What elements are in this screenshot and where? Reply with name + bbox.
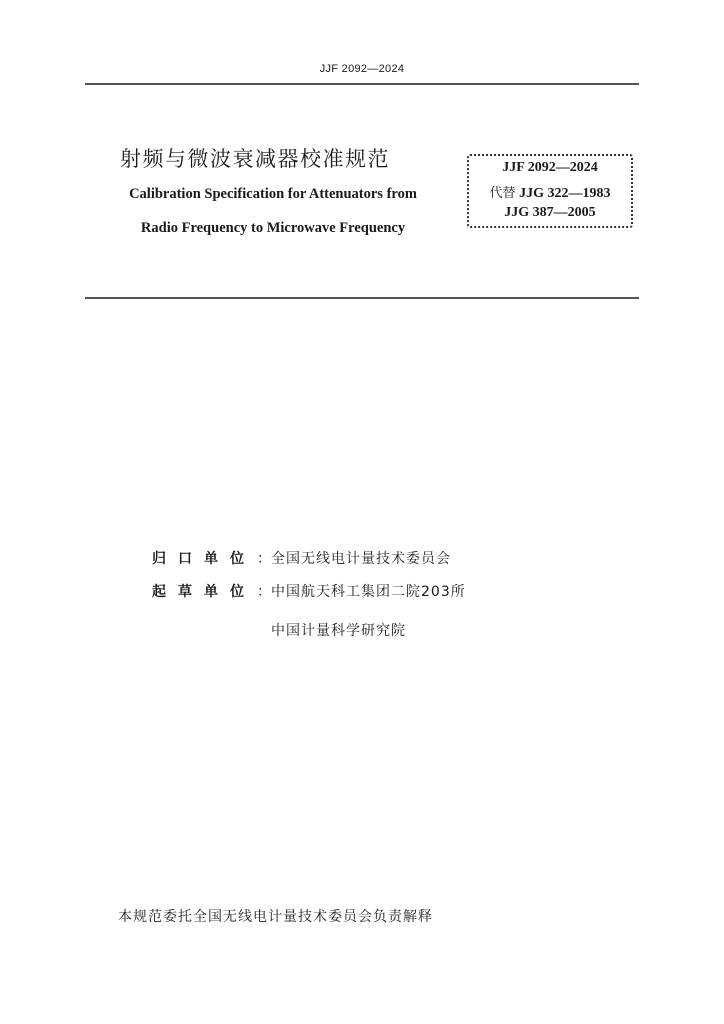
- centralized-unit-colon: ：: [257, 551, 271, 567]
- centralized-unit-label: 归口单位: [152, 551, 256, 567]
- drafting-unit-value-1: 中国航天科工集团二院203所: [271, 584, 466, 600]
- standard-code: JJF 2092—2024: [502, 160, 598, 175]
- centralized-unit-value: 全国无线电计量技术委员会: [271, 551, 451, 567]
- header-divider: [85, 83, 639, 85]
- replaced-standard-1: JJG 322—1983: [519, 186, 611, 201]
- drafting-unit-colon: ：: [257, 584, 271, 600]
- standard-code-box: [467, 154, 633, 228]
- drafting-unit-value-2: 中国计量科学研究院: [271, 623, 406, 639]
- replaces-prefix: 代替: [489, 186, 516, 201]
- title-divider: [85, 297, 639, 299]
- replaced-standard-2: JJG 387—2005: [504, 205, 596, 220]
- replaces-line-1: [469, 182, 631, 202]
- title-chinese: 射频与微波衰减器校准规范: [120, 147, 390, 171]
- title-english-line-2: Radio Frequency to Microwave Frequency: [140, 220, 406, 236]
- title-english-line-1: Calibration Specification for Attenuators from: [129, 186, 417, 202]
- interpretation-note: 本规范委托全国无线电计量技术委员会负责解释: [118, 909, 433, 925]
- running-header-code: JJF 2092—2024: [319, 63, 405, 75]
- drafting-unit-label: 起草单位: [152, 584, 256, 600]
